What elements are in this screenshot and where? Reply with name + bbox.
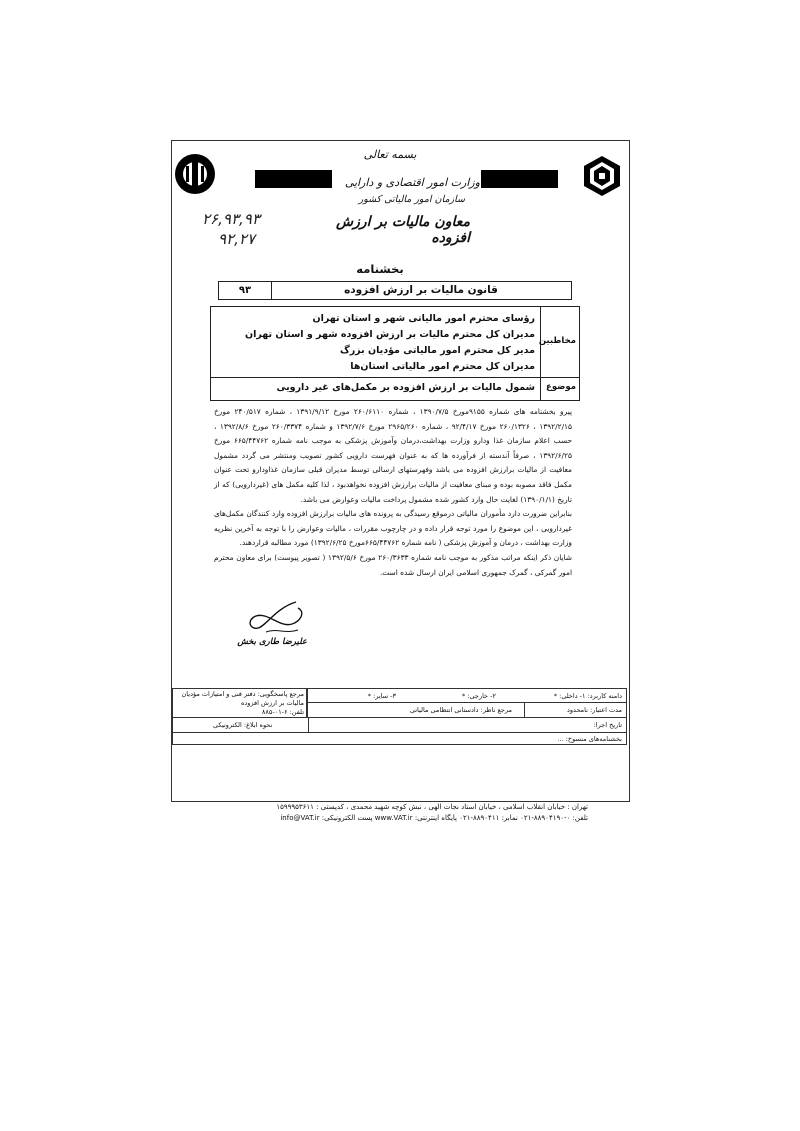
scope-internal: دامنه کاربرد: ۱- داخلی: * <box>553 692 622 700</box>
body-paragraph: بنابراین ضرورت دارد مأموران مالیاتی درموقع رسیدگی به پرونده های مالیات برارزش افزوده وارد کنندگان مکمل‌های غیردارویی ، این موضوع را مورد توجه قرار داده و در چارچوب مقررات ، مالیات وعوارض را با توجه به آخرین نظریه وزارت بهداشت ، درمان و آموزش پزشکی ( نامه شماره ۶۶۵/۴۴۷۶۲مورخ ۱۳۹۲/۶/۲۵) مورد مطالبه قراردهند. <box>214 509 572 548</box>
redacted-block <box>481 170 558 188</box>
handwritten-number: ۲۶,۹۳,۹۳ <box>202 210 260 228</box>
recipient-line: رؤسای محترم امور مالیاتی شهر و استان تهران <box>312 313 535 324</box>
execution-row <box>172 718 627 733</box>
subject-label: موضوع <box>546 382 576 392</box>
contact-line: تلفن: ۰-۸۸۹۰۴۱۹۰-۰۲۱ نمابر: ۸۸۹۰۴۱۱-۰۲۱ پایگاه اینترنتی: www.VAT.ir پست الکترونیکی: info@VAT.ir <box>280 814 588 822</box>
recipient-line: مدیر کل محترم امور مالیاتی مؤدیان بزرگ <box>339 345 535 356</box>
handwritten-number: ۹۲,۲۷ <box>218 230 255 248</box>
letter-body <box>214 405 572 580</box>
government-emblem-icon <box>173 152 217 196</box>
cell-divider <box>524 703 525 718</box>
validity-row <box>307 703 627 718</box>
scope-row <box>307 688 627 703</box>
reference-phone: تلفن: ۶-۰۱-۸۸۵ <box>261 708 304 716</box>
bismillah: بسمه تعالی <box>363 148 417 161</box>
validity-cell: مدت اعتبار: نامحدود <box>567 706 622 714</box>
signature-icon <box>236 598 316 638</box>
scope-external: ۲- خارجی: * <box>462 692 496 700</box>
law-box <box>218 281 572 300</box>
scope-other: ۳- سایر: * <box>367 692 396 700</box>
notify-method-cell: نحوه ابلاغ: الکترونیکی <box>213 721 273 729</box>
divider <box>211 377 579 378</box>
cell-divider <box>308 718 309 733</box>
recipients-table <box>210 306 580 401</box>
address-line: تهران : خیابان انقلاب اسلامی ، خیابان استاد نجات الهی ، نبش کوچه شهید محمدی ، کدپستی : ۱۵۹۹۹۵۳۶۱۱ <box>276 803 588 811</box>
cancelled-row <box>172 733 627 745</box>
redacted-block <box>255 170 332 188</box>
label-column <box>540 307 579 400</box>
ministry-name: وزارت امور اقتصادی و دارایی <box>344 176 480 189</box>
recipients-label: مخاطبین <box>538 336 576 346</box>
recipient-line: مدیران کل محترم مالیات بر ارزش افزوده شهر و استان تهران <box>244 329 535 340</box>
law-title: قانون مالیات بر ارزش افزوده <box>344 284 498 296</box>
organization-name: سازمان امور مالیاتی کشور <box>358 194 465 205</box>
deputy-title: معاون مالیات بر ارزش افزوده <box>335 214 470 246</box>
cancelled-circulars: بخشنامه‌های منسوخ: ... <box>557 735 622 743</box>
document-type: بخشنامه <box>356 262 404 276</box>
reference-box <box>172 688 307 718</box>
tax-organization-logo-icon <box>582 154 622 198</box>
circular-number: ۹۳ <box>219 282 272 299</box>
subject-text: شمول مالیات بر ارزش افزوده بر مکمل‌های غیر دارویی <box>276 382 535 393</box>
reference-line: مرجع پاسخگویی: دفتر فنی و امتیازات مؤدیان مالیات بر ارزش افزوده <box>181 690 304 707</box>
exec-date-cell: تاریخ اجرا: <box>593 721 622 729</box>
recipient-line: مدیران کل محترم امور مالیاتی استان‌ها <box>350 361 535 372</box>
body-paragraph: شایان ذکر اینکه مراتب مذکور به موجب نامه شماره ۲۶۰/۳۶۳۳ مورخ ۱۳۹۲/۵/۶ ( تصویر پیوست) برای معاون محترم امور گمرکی ، گمرک جمهوری اسلامی ایران ارسال شده است. <box>214 552 572 577</box>
supervisor-cell: مرجع ناظر: دادستانی انتظامی مالیاتی <box>409 706 512 714</box>
signatory-name: علیرضا طاری بخش <box>237 637 307 647</box>
body-paragraph: پیرو بخشنامه های شماره ۹۱۵۵مورخ ۱۳۹۰/۷/۵ ، شماره ۲۶۰/۶۱۱۰ مورخ ۱۳۹۱/۹/۱۲ ، شماره ۲۴۰/۵۱۷ مورخ ۱۳۹۲/۲/۱۵ ، ۲۶۰/۱۳۲۶ مورخ ۹۲/۴/۱۷ ، شماره ۲۹۶۵/۲۶۰ مورخ ۱۳۹۲/۷/۶ و شماره ۲۶۰/۳۳۷۴ مورخ ۱۳۹۲/۸/۶ ، حسب اعلام سازمان غذا ودارو وزارت بهداشت،درمان وآموزش پزشکی به موجب نامه شماره ۶۶۵/۴۴۷۶۲ مورخ ۱۳۹۲/۶/۲۵ ، صرفاً آندسته از فرآورده ها که به عنوان فهرست دارویی کشور تصویب ومنتشر می گردد مشمول معافیت از مالیات برارزش افزوده می باشد وفهرستهای ارسالی توسط مدیران قبلی سازمان غذاودارو تحت عنوان مکمل فاقد مصوبه بوده و مبنای معافیت از مالیات برارزش افزوده نخواهدبود ، لذا کلیه مکمل های (غیردارویی) که از تاریخ (۱۳۹۰/۱/۱) لغایت حال وارد کشور شده مشمول پرداخت مالیات وعوارض می باشد. <box>214 407 573 504</box>
address-footer <box>210 802 588 824</box>
